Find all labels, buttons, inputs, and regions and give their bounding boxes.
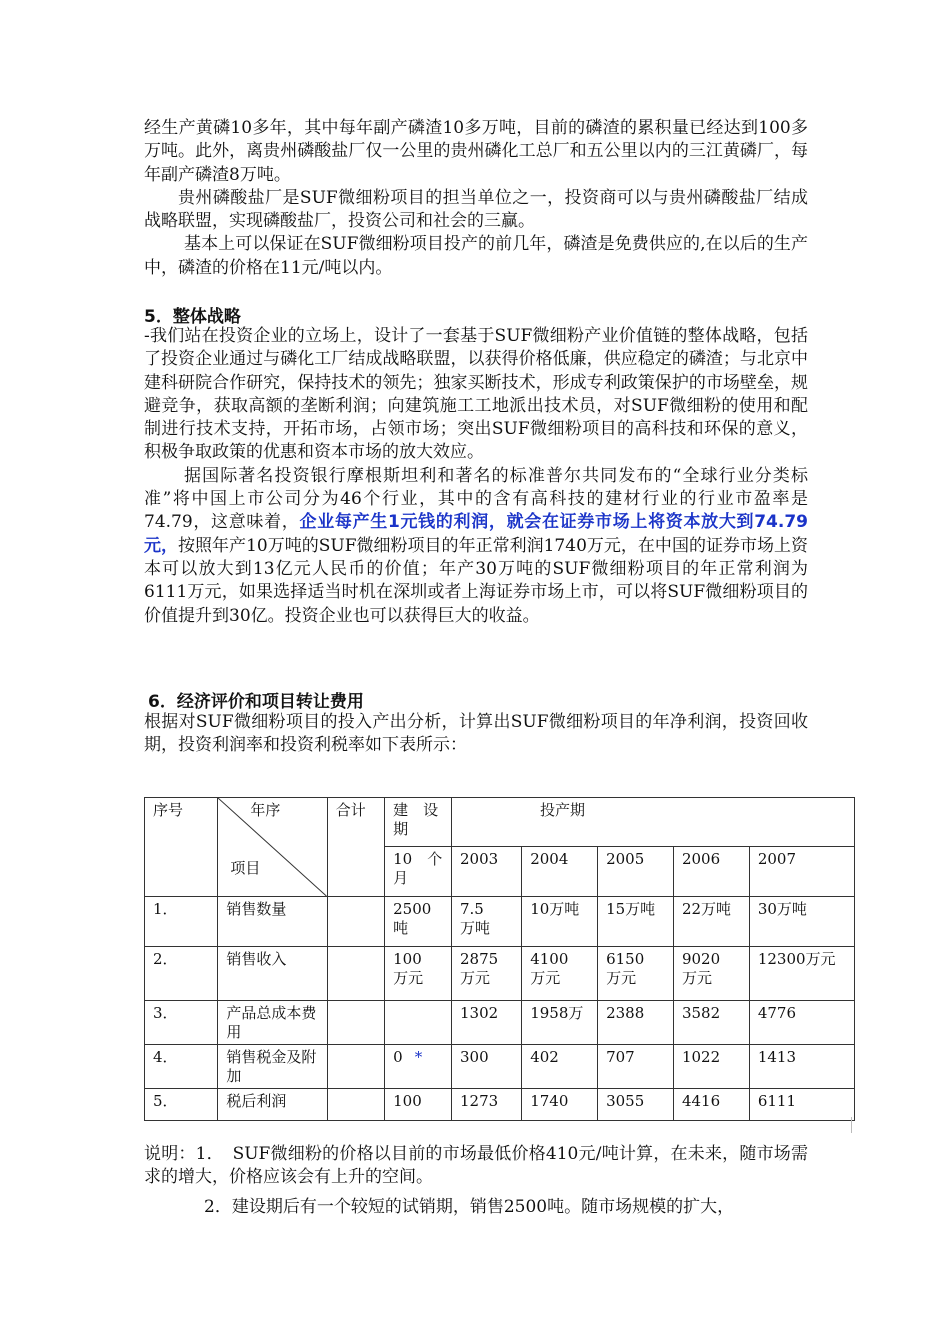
- table-header-row-1: [145, 798, 855, 847]
- row-value: 7.5 万吨: [452, 897, 522, 947]
- row-item: 产品总成本费用: [218, 1001, 327, 1045]
- row-value: 3055: [598, 1089, 674, 1121]
- header-total: 合计: [327, 798, 384, 897]
- row-build: [385, 1045, 452, 1089]
- row-value: 15万吨: [598, 897, 674, 947]
- paragraph-phosphorus-slag: 经生产黄磷10多年，其中每年副产磷渣10多万吨，目前的磷渣的累积量已经达到100多万吨。此外，离贵州磷酸盐厂仅一公里的贵州磷化工总厂和五公里以内的三江黄磷厂，每年副产磷渣8万吨。: [144, 118, 808, 185]
- row-value: 2388: [598, 1001, 674, 1045]
- pe-ratio-text-after: 按照年产10万吨的SUF微细粉项目的年正常利润1740万元，在中国的证券市场上资本可以放大到13亿元人民币的价值；年产30万吨的SUF微细粉项目的年正常利润为6111万元，如果选择适当时机在深圳或者上海证券市场上市，可以将SUF微细粉项目的价值提升到30亿。投资企业也可以获得巨大的收益。: [144, 535, 809, 626]
- note-2: 2．建设期后有一个较短的试销期，销售2500吨。随市场规模的扩大，: [204, 1196, 735, 1217]
- row-value: 9020 万元: [673, 947, 749, 1001]
- row-build: 100 万元: [385, 947, 452, 1001]
- section-6-body: [144, 711, 808, 758]
- row-item: 销售数量: [218, 897, 327, 947]
- row-value: 1302: [452, 1001, 522, 1045]
- pe-ratio-text-before: 据国际著名投资银行摩根斯坦利和著名的标准普尔共同发布的“全球行业分类标准”将中国上市公司分为46个行业，其中的含有高科技的建材行业的行业市盈率是74.79，这意味着，: [144, 465, 808, 533]
- row-value: 3582: [673, 1001, 749, 1045]
- row-value: 1413: [749, 1045, 854, 1089]
- table-row: [145, 1089, 855, 1121]
- row-item: 销售税金及附加: [218, 1045, 327, 1089]
- row-value: 6150 万元: [598, 947, 674, 1001]
- row-value: 402: [522, 1045, 598, 1089]
- row-seq: 3．: [145, 1001, 218, 1045]
- section-5-body: [144, 325, 808, 628]
- row-total: [327, 1001, 384, 1045]
- margin-mark: [851, 1117, 852, 1133]
- year-cell: 2004: [522, 847, 598, 897]
- row-value: 300: [452, 1045, 522, 1089]
- row-seq: 1．: [145, 897, 218, 947]
- row-value: 1273: [452, 1089, 522, 1121]
- table-row: [145, 1045, 855, 1089]
- table-row: [145, 1001, 855, 1045]
- header-item-label: 项目: [230, 859, 261, 877]
- row-value: 4100 万元: [522, 947, 598, 1001]
- row-item: 税后利润: [218, 1089, 327, 1121]
- row-total: [327, 1089, 384, 1121]
- header-year-label: 年序: [250, 801, 281, 819]
- row-value: 30万吨: [749, 897, 854, 947]
- note-1: 说明：1． SUF微细粉的价格以目前的市场最低价格410元/吨计算，在未来，随市场需求的增大，价格应该会有上升的空间。: [144, 1144, 808, 1188]
- row-build: 2500吨: [385, 897, 452, 947]
- pe-ratio-highlight: 企业每产生1元钱的利润，就会在证券市场上将资本放大到74.79元，: [144, 512, 808, 556]
- row-build: [385, 1001, 452, 1045]
- year-cell: 2003: [452, 847, 522, 897]
- row-value: 707: [598, 1045, 674, 1089]
- header-diagonal-cell: [218, 798, 327, 897]
- header-build-period: 建 设期: [385, 798, 452, 847]
- row-value: 4416: [673, 1089, 749, 1121]
- row-seq: 2．: [145, 947, 218, 1001]
- economic-evaluation-table: [144, 797, 855, 1121]
- row-value: 12300万元: [749, 947, 854, 1001]
- paragraph-pe-ratio: [144, 465, 808, 628]
- paragraph-table-intro: 根据对SUF微细粉项目的投入产出分析，计算出SUF微细粉项目的年净利润，投资回收期，投资利润率和投资利税率如下表所示：: [144, 712, 808, 756]
- section-5-heading: 5．整体战略: [144, 307, 241, 327]
- row-value: 1740: [522, 1089, 598, 1121]
- paragraph-free-supply: 基本上可以保证在SUF微细粉项目投产的前几年，磷渣是免费供应的,在以后的生产中，磷渣的价格在11元/吨以内。: [144, 234, 808, 278]
- row-seq: 4．: [145, 1045, 218, 1089]
- notes-block: [144, 1143, 808, 1219]
- row-value: 22万吨: [673, 897, 749, 947]
- table-row: [145, 947, 855, 1001]
- header-seq: 序号: [145, 798, 218, 897]
- paragraph-alliance: 贵州磷酸盐厂是SUF微细粉项目的担当单位之一，投资商可以与贵州磷酸盐厂结成战略联盟，实现磷酸盐厂，投资公司和社会的三赢。: [144, 187, 808, 232]
- row-total: [327, 1045, 384, 1089]
- row-value: 6111: [749, 1089, 854, 1121]
- row-value: 1958万: [522, 1001, 598, 1045]
- year-cell: 2006: [673, 847, 749, 897]
- row-value: 2875 万元: [452, 947, 522, 1001]
- asterisk-mark: *: [414, 1048, 423, 1066]
- row-seq: 5．: [145, 1089, 218, 1121]
- paragraph-overall-strategy: -我们站在投资企业的立场上，设计了一套基于SUF微细粉产业价值链的整体战略，包括了投资企业通过与磷化工厂结成战略联盟，以获得价格低廉，供应稳定的磷渣；与北京中建科研院合作研究，保持技术的领先；独家买断技术，形成专利政策保护的市场壁垒，规避竞争，获取高额的垄断利润；向建筑施工工地派出技术员，对SUF微细粉的使用和配制进行技术支持，开拓市场，占领市场；突出SUF微细粉项目的高科技和环保的意义，积极争取政策的优惠和资本市场的放大效应。: [144, 326, 808, 463]
- year-cell: 2007: [749, 847, 854, 897]
- table-row: [145, 897, 855, 947]
- section-6-heading: 6．经济评价和项目转让费用: [148, 692, 364, 712]
- build-duration: 10 个月: [385, 847, 452, 897]
- row-total: [327, 897, 384, 947]
- header-production-period: 投产期: [452, 798, 855, 847]
- row-total: [327, 947, 384, 1001]
- build-value: 0: [393, 1048, 403, 1066]
- intro-paragraphs: [144, 117, 808, 280]
- year-cell: 2005: [598, 847, 674, 897]
- row-value: 4776: [749, 1001, 854, 1045]
- row-value: 10万吨: [522, 897, 598, 947]
- row-value: 1022: [673, 1045, 749, 1089]
- row-build: 100: [385, 1089, 452, 1121]
- row-item: 销售收入: [218, 947, 327, 1001]
